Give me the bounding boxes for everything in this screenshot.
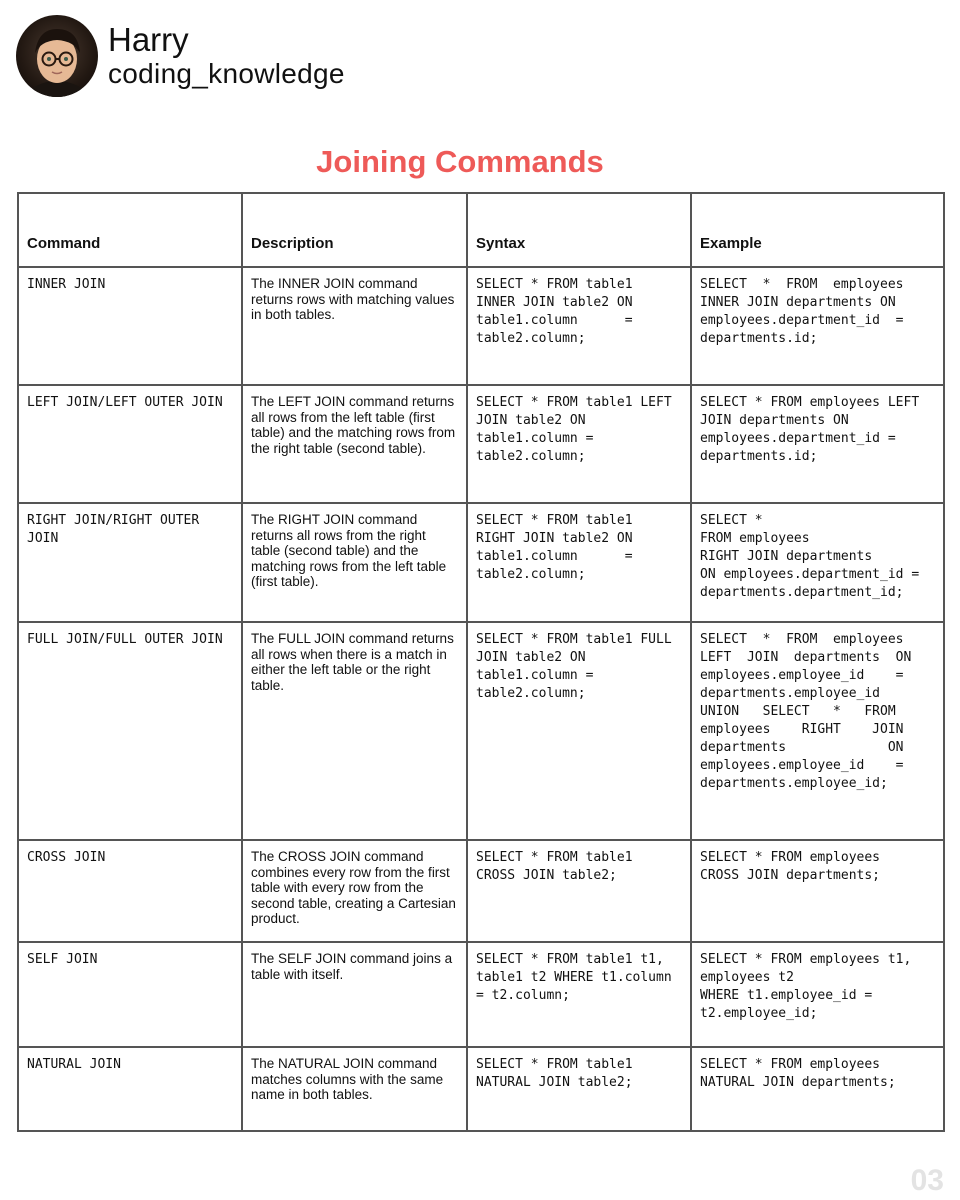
table-row xyxy=(18,622,944,840)
table-row xyxy=(18,942,944,1047)
command-cell: NATURAL JOIN xyxy=(18,1047,242,1131)
example-cell: SELECT * FROM employees LEFT JOIN departments ON employees.employee_id = departments.employee_id UNION SELECT * FROM employees RIGHT JOIN departments ON employees.employee_id = departments.employee_id; xyxy=(691,622,944,840)
command-cell: INNER JOIN xyxy=(18,267,242,385)
header-syntax: Syntax xyxy=(467,193,691,267)
command-cell: LEFT JOIN/LEFT OUTER JOIN xyxy=(18,385,242,503)
example-cell: SELECT * FROM employees RIGHT JOIN departments ON employees.department_id = departments.department_id; xyxy=(691,503,944,622)
header-description: Description xyxy=(242,193,467,267)
command-cell: CROSS JOIN xyxy=(18,840,242,942)
table-row xyxy=(18,503,944,622)
joins-table xyxy=(17,192,945,1132)
profile-name: Harry xyxy=(108,21,189,58)
example-cell: SELECT * FROM employees INNER JOIN departments ON employees.department_id = departments.id; xyxy=(691,267,944,385)
syntax-cell: SELECT * FROM table1 FULL JOIN table2 ON table1.column = table2.column; xyxy=(467,622,691,840)
description-cell: The CROSS JOIN command combines every row from the first table with every row from the second table, creating a Cartesian product. xyxy=(242,840,467,942)
page-title: Joining Commands xyxy=(316,144,604,179)
example-cell: SELECT * FROM employees t1, employees t2 WHERE t1.employee_id = t2.employee_id; xyxy=(691,942,944,1047)
table-row xyxy=(18,840,944,942)
table-row xyxy=(18,267,944,385)
avatar[interactable] xyxy=(16,15,98,97)
command-cell: RIGHT JOIN/RIGHT OUTER JOIN xyxy=(18,503,242,622)
header-command: Command xyxy=(18,193,242,267)
table-row xyxy=(18,1047,944,1131)
example-cell: SELECT * FROM employees CROSS JOIN departments; xyxy=(691,840,944,942)
description-cell: The FULL JOIN command returns all rows when there is a match in either the left table or the right table. xyxy=(242,622,467,840)
description-cell: The NATURAL JOIN command matches columns with the same name in both tables. xyxy=(242,1047,467,1131)
header-example: Example xyxy=(691,193,944,267)
profile-names xyxy=(108,22,345,90)
table-row xyxy=(18,385,944,503)
example-cell: SELECT * FROM employees LEFT JOIN departments ON employees.department_id = departments.id; xyxy=(691,385,944,503)
command-cell: SELF JOIN xyxy=(18,942,242,1047)
profile-handle: coding_knowledge xyxy=(108,58,345,89)
description-cell: The INNER JOIN command returns rows with matching values in both tables. xyxy=(242,267,467,385)
command-cell: FULL JOIN/FULL OUTER JOIN xyxy=(18,622,242,840)
description-cell: The LEFT JOIN command returns all rows from the left table (first table) and the matching rows from the right table (second table). xyxy=(242,385,467,503)
syntax-cell: SELECT * FROM table1 CROSS JOIN table2; xyxy=(467,840,691,942)
syntax-cell: SELECT * FROM table1 LEFT JOIN table2 ON table1.column = table2.column; xyxy=(467,385,691,503)
profile-header xyxy=(16,15,345,97)
description-cell: The SELF JOIN command joins a table with itself. xyxy=(242,942,467,1047)
avatar-portrait-icon xyxy=(16,15,98,97)
page-number: 03 xyxy=(910,1164,944,1197)
syntax-cell: SELECT * FROM table1 RIGHT JOIN table2 ON table1.column = table2.column; xyxy=(467,503,691,622)
syntax-cell: SELECT * FROM table1 INNER JOIN table2 ON table1.column = table2.column; xyxy=(467,267,691,385)
table-header-row xyxy=(18,193,944,267)
syntax-cell: SELECT * FROM table1 t1, table1 t2 WHERE t1.column = t2.column; xyxy=(467,942,691,1047)
syntax-cell: SELECT * FROM table1 NATURAL JOIN table2; xyxy=(467,1047,691,1131)
description-cell: The RIGHT JOIN command returns all rows from the right table (second table) and the matching rows from the left table (first table). xyxy=(242,503,467,622)
example-cell: SELECT * FROM employees NATURAL JOIN departments; xyxy=(691,1047,944,1131)
